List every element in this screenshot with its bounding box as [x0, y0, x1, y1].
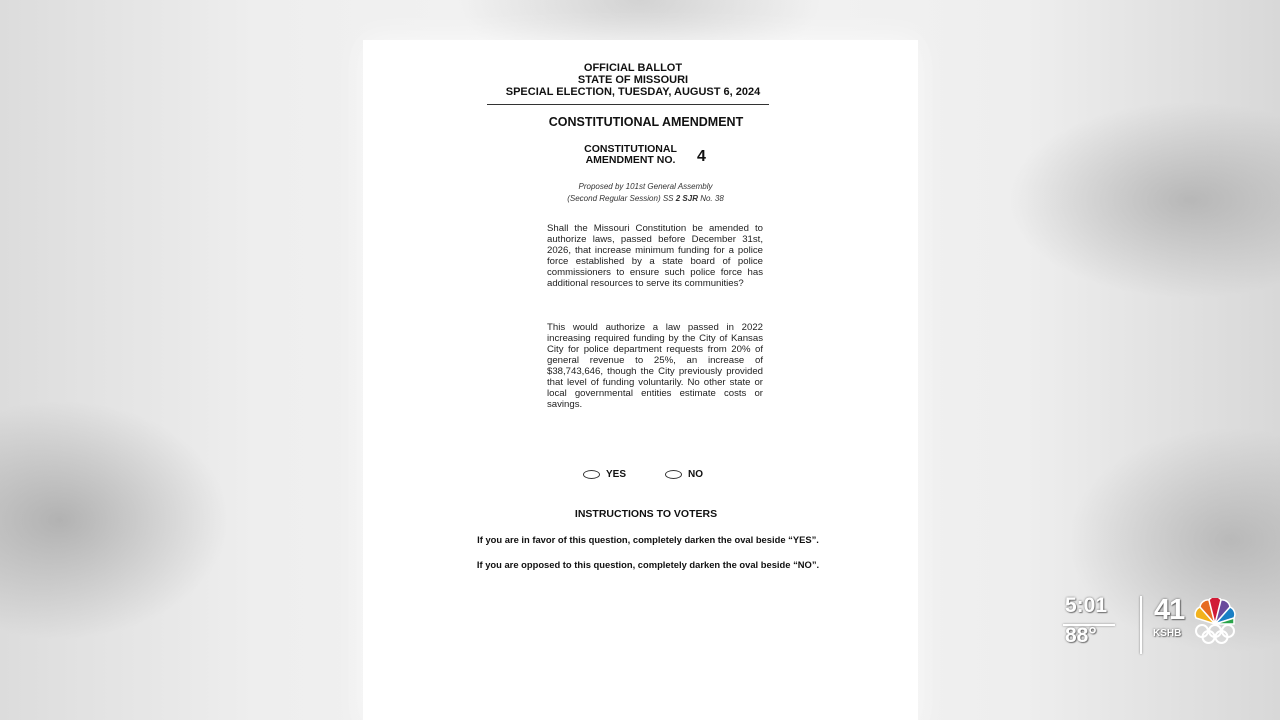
proposed-by-line-1: Proposed by 101st General Assembly: [578, 182, 713, 191]
ballot-question: Shall the Missouri Constitution be amended to authorize laws, passed before December 31st, 2026, that increase minimum funding for a police force established by a state board of police commissioners to ensure such police force has additional resources to serve its communities?: [547, 223, 763, 289]
amendment-number: 4: [697, 148, 706, 165]
proposed-by-number: No. 38: [697, 194, 724, 203]
ballot-document: [363, 40, 918, 720]
amendment-label-line-1: CONSTITUTIONAL: [584, 143, 677, 155]
amendment-number-block: [563, 144, 763, 170]
proposed-by-note: [523, 181, 768, 205]
channel-number: 41: [1154, 594, 1185, 626]
ballot-header-line-1: OFFICIAL BALLOT: [583, 62, 683, 74]
olympic-rings-icon: [1194, 624, 1236, 644]
instructions-title: INSTRUCTIONS TO VOTERS: [574, 508, 718, 520]
proposed-by-session: (Second Regular Session) SS: [567, 194, 676, 203]
vote-choices: [583, 469, 743, 485]
proposed-by-line-2: [523, 193, 768, 205]
header-divider: [487, 104, 769, 105]
bug-time: 5:01: [1065, 594, 1108, 617]
choice-yes-label: YES: [606, 469, 627, 480]
no-oval-icon[interactable]: [665, 470, 682, 479]
fair-ballot-explanation: This would authorize a law passed in 2022 increasing required funding by the City of Kansas City for police department requests from 20% of general revenue to 25%, an increase of $38,743,646, though the City previously provided that level of funding voluntarily. No other state or local governmental entities estimate costs or savings.: [547, 322, 763, 410]
ballot-header-line-3: SPECIAL ELECTION, TUESDAY, AUGUST 6, 2024: [505, 86, 761, 98]
call-letters: KSHB: [1153, 628, 1182, 639]
station-bug: [1062, 594, 1242, 656]
yes-oval-icon[interactable]: [583, 470, 600, 479]
proposed-by-bill: 2 SJR: [675, 194, 698, 203]
choice-no-label: NO: [688, 469, 703, 480]
ballot-header: [483, 62, 783, 98]
amendment-label-line-2: AMENDMENT NO.: [585, 154, 676, 166]
choice-no[interactable]: [665, 469, 703, 480]
ballot-header-line-2: STATE OF MISSOURI: [577, 74, 689, 86]
nbc-peacock-icon: [1194, 598, 1236, 626]
bug-vertical-divider: [1140, 596, 1142, 654]
instruction-no: If you are opposed to this question, completely darken the oval beside “NO”.: [476, 559, 820, 570]
bug-temperature: 88°: [1065, 624, 1097, 647]
section-title: CONSTITUTIONAL AMENDMENT: [548, 115, 744, 129]
amendment-label: [563, 144, 698, 166]
choice-yes[interactable]: [583, 469, 626, 480]
instruction-yes: If you are in favor of this question, completely darken the oval beside “YES”.: [477, 534, 819, 545]
